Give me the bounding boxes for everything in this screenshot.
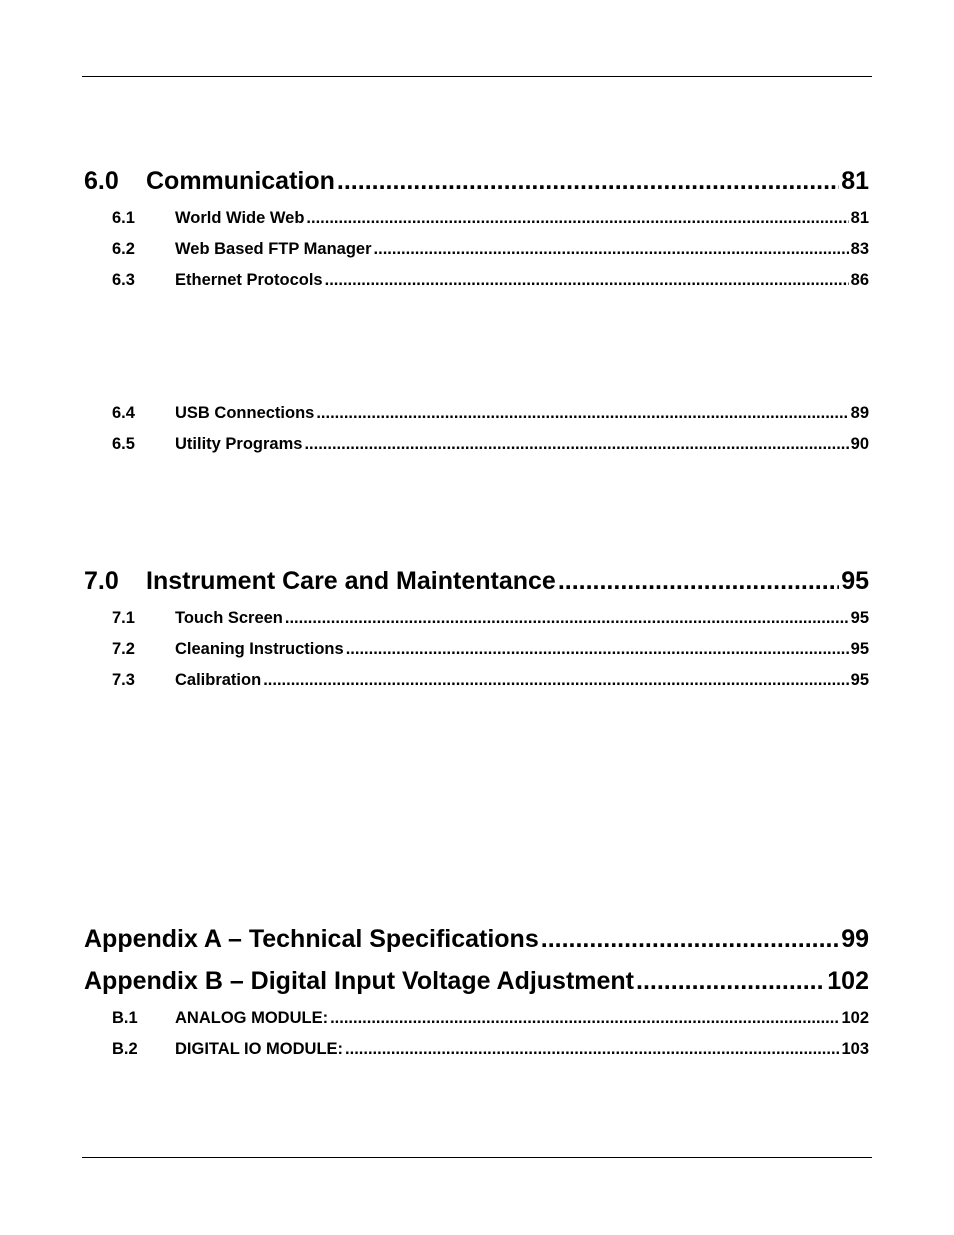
toc-section-number: 7.3: [112, 671, 135, 689]
toc-page-number: 90: [850, 435, 869, 453]
toc-leader: [558, 567, 839, 596]
toc-section-title: Utility Programs: [175, 435, 303, 453]
toc-section-6-4[interactable]: [112, 404, 869, 423]
toc-section-6-3[interactable]: [112, 271, 869, 290]
toc-appendix-b[interactable]: [84, 967, 869, 996]
toc-leader: [306, 209, 848, 228]
toc-section-title: Cleaning Instructions: [175, 640, 344, 658]
toc-section-title: Ethernet Protocols: [175, 271, 323, 289]
toc-page-number: 102: [827, 967, 869, 995]
toc-section-label: [112, 671, 261, 690]
toc-section-6-1[interactable]: [112, 209, 869, 228]
toc-page-number: 95: [850, 640, 869, 658]
toc-page-number: 81: [841, 167, 869, 195]
toc-page-number: 99: [841, 925, 869, 953]
toc-section-number: 7.2: [112, 640, 135, 658]
toc-chapter-label: [84, 567, 556, 596]
toc-section-6-5[interactable]: [112, 435, 869, 454]
toc-section-label: [112, 640, 344, 659]
toc-section-label: [112, 435, 302, 454]
toc-section-title: Calibration: [175, 671, 262, 689]
toc-page-number: 81: [850, 209, 869, 227]
toc-leader: [304, 435, 848, 454]
toc-chapter-number: 6.0: [84, 167, 119, 195]
toc-leader: [330, 1009, 839, 1028]
toc-section-number: 6.2: [112, 240, 135, 258]
toc-leader: [541, 925, 839, 954]
toc-leader: [345, 1040, 839, 1059]
toc-section-b-2[interactable]: [112, 1040, 869, 1059]
toc-section-7-2[interactable]: [112, 640, 869, 659]
toc-section-b-1[interactable]: [112, 1009, 869, 1028]
toc-chapter-title: Communication: [146, 167, 335, 195]
toc-section-title: World Wide Web: [175, 209, 305, 227]
toc-section-7-3[interactable]: [112, 671, 869, 690]
toc-leader: [325, 271, 849, 290]
toc-page-number: 95: [850, 609, 869, 627]
toc-leader: [337, 167, 839, 196]
toc-page-number: 103: [841, 1040, 869, 1058]
toc-leader: [636, 967, 825, 996]
toc-page-number: 95: [841, 567, 869, 595]
toc-section-number: 6.4: [112, 404, 135, 422]
toc-appendix-a[interactable]: [84, 925, 869, 954]
toc-leader: [374, 240, 849, 259]
toc-section-7-1[interactable]: [112, 609, 869, 628]
toc-chapter-label: [84, 167, 335, 196]
toc-section-number: B.2: [112, 1040, 138, 1058]
toc-section-label: [112, 240, 372, 259]
toc-page-number: 89: [850, 404, 869, 422]
toc-section-label: [112, 1040, 343, 1059]
toc-chapter-number: 7.0: [84, 567, 119, 595]
toc-leader: [263, 671, 848, 690]
toc-section-label: [112, 209, 304, 228]
toc-chapter-6[interactable]: [84, 167, 869, 196]
toc-section-number: 7.1: [112, 609, 135, 627]
toc-chapter-title: Instrument Care and Maintentance: [146, 567, 556, 595]
toc-leader: [285, 609, 849, 628]
toc-section-title: DIGITAL IO MODULE:: [175, 1040, 344, 1058]
toc-section-title: USB Connections: [175, 404, 315, 422]
toc-section-label: [112, 1009, 328, 1028]
header-rule: [82, 76, 872, 77]
toc-chapter-7[interactable]: [84, 567, 869, 596]
toc-section-6-2[interactable]: [112, 240, 869, 259]
toc-section-title: Web Based FTP Manager: [175, 240, 372, 258]
toc-page-number: 95: [850, 671, 869, 689]
toc-section-number: 6.3: [112, 271, 135, 289]
toc-appendix-title: Appendix B – Digital Input Voltage Adjustment: [84, 967, 635, 995]
toc-page-number: 83: [850, 240, 869, 258]
toc-section-number: 6.1: [112, 209, 135, 227]
toc-page-number: 102: [841, 1009, 869, 1027]
toc-section-number: 6.5: [112, 435, 135, 453]
toc-leader: [346, 640, 849, 659]
toc-section-label: [112, 271, 323, 290]
toc-page-number: 86: [850, 271, 869, 289]
toc-section-number: B.1: [112, 1009, 138, 1027]
toc-section-label: [112, 609, 283, 628]
toc-section-title: Touch Screen: [175, 609, 283, 627]
toc-section-label: [112, 404, 314, 423]
footer-rule: [82, 1157, 872, 1158]
toc-leader: [316, 404, 848, 423]
toc-appendix-title: Appendix A – Technical Specifications: [84, 925, 539, 953]
toc-section-title: ANALOG MODULE:: [175, 1009, 329, 1027]
